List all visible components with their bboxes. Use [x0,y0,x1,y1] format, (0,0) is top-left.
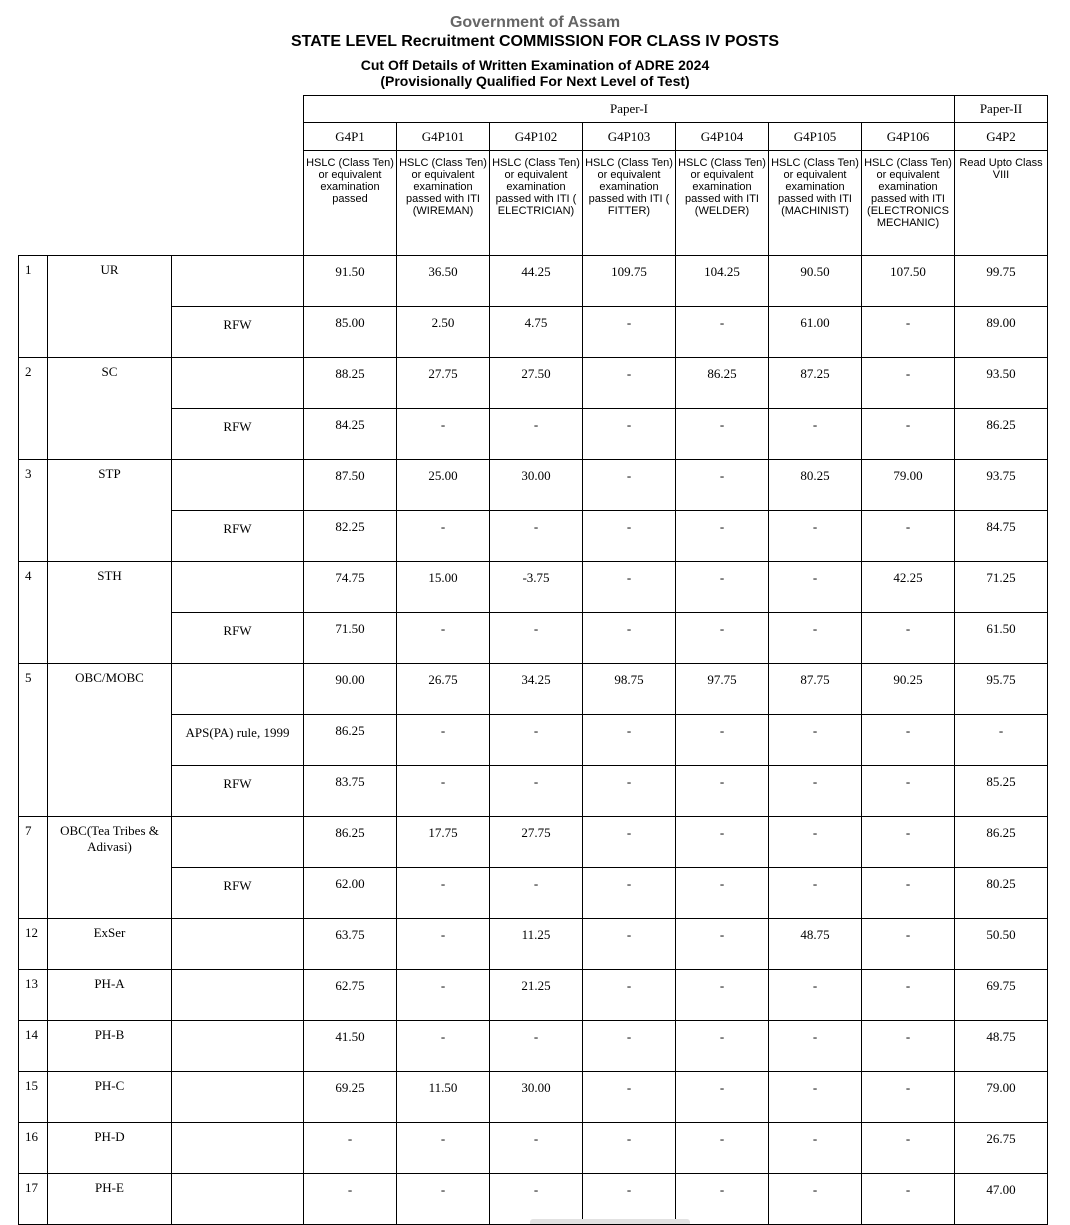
table-row [19,256,1048,307]
table-row [19,919,1048,970]
cutoff-value-cell: - [490,1123,583,1174]
table-row [19,766,1048,817]
category-cell: STP [48,460,172,562]
cutoff-value-cell: - [676,562,769,613]
cutoff-value-cell: 25.00 [397,460,490,511]
cutoff-value-cell: 86.25 [955,409,1048,460]
cutoff-value-cell: - [769,970,862,1021]
cutoff-value-cell: - [583,307,676,358]
cutoff-value-cell: - [304,1123,397,1174]
cutoff-value-cell: 21.25 [490,970,583,1021]
serial-number-cell: 16 [19,1123,48,1174]
cutoff-value-cell: 42.25 [862,562,955,613]
cutoff-value-cell: 48.75 [955,1021,1048,1072]
table-row [19,358,1048,409]
cutoff-value-cell: 48.75 [769,919,862,970]
cutoff-value-cell: - [490,1174,583,1225]
cutoff-value-cell: - [862,613,955,664]
table-row [19,1174,1048,1225]
cutoff-value-cell: 27.50 [490,358,583,409]
subcategory-cell [172,970,304,1021]
cutoff-value-cell: 85.25 [955,766,1048,817]
cutoff-value-cell: - [583,715,676,766]
subcategory-cell: RFW [172,409,304,460]
paper-1-header: Paper-I [304,96,955,123]
cutoff-value-cell: 74.75 [304,562,397,613]
cutoff-value-cell: -3.75 [490,562,583,613]
cutoff-value-cell: 87.75 [769,664,862,715]
serial-number-cell: 3 [19,460,48,562]
subcategory-cell [172,817,304,868]
cutoff-value-cell: 11.50 [397,1072,490,1123]
serial-number-cell: 17 [19,1174,48,1225]
cutoff-value-cell: - [862,307,955,358]
commission-title: STATE LEVEL Recruitment COMMISSION FOR CLASS IV POSTS [290,33,780,50]
subcategory-cell: RFW [172,766,304,817]
cutoff-value-cell: - [676,460,769,511]
cutoff-value-cell: 83.75 [304,766,397,817]
cutoff-value-cell: - [676,766,769,817]
cutoff-value-cell: - [862,1123,955,1174]
post-code-header: G4P2 [955,123,1048,151]
cutoff-value-cell: 87.25 [769,358,862,409]
cutoff-value-cell: - [583,766,676,817]
cutoff-value-cell: - [397,613,490,664]
cutoff-value-cell: - [862,1174,955,1225]
category-cell: PH-D [48,1123,172,1174]
category-cell: ExSer [48,919,172,970]
subcategory-cell [172,1021,304,1072]
blank-corner [19,151,304,256]
subcategory-cell [172,1123,304,1174]
serial-number-cell: 5 [19,664,48,817]
blank-corner [19,96,304,123]
table-row [19,409,1048,460]
cutoff-value-cell: - [676,1174,769,1225]
cutoff-value-cell: - [676,715,769,766]
cutoff-value-cell: - [676,307,769,358]
cutoff-value-cell: 47.00 [955,1174,1048,1225]
cutoff-value-cell: 104.25 [676,256,769,307]
cutoff-value-cell: 86.25 [304,715,397,766]
subcategory-cell [172,919,304,970]
cutoff-value-cell: - [397,1123,490,1174]
cutoff-value-cell: 71.50 [304,613,397,664]
subcategory-cell [172,460,304,511]
cutoff-value-cell: 79.00 [955,1072,1048,1123]
cutoff-value-cell: 80.25 [955,868,1048,919]
serial-number-cell: 12 [19,919,48,970]
subcategory-cell: RFW [172,613,304,664]
cutoff-value-cell: - [304,1174,397,1225]
cutoff-value-cell: - [769,1021,862,1072]
cutoff-value-cell: 97.75 [676,664,769,715]
cutoff-value-cell: 107.50 [862,256,955,307]
table-row [19,1021,1048,1072]
cutoff-value-cell: - [583,1174,676,1225]
cutoff-value-cell: - [862,868,955,919]
subcategory-cell: APS(PA) rule, 1999 [172,715,304,766]
cutoff-value-cell: - [676,919,769,970]
cutoff-value-cell: - [490,511,583,562]
cutoff-value-cell: - [676,511,769,562]
cutoff-value-cell: 93.75 [955,460,1048,511]
cutoff-value-cell: - [397,1174,490,1225]
cutoff-value-cell: - [490,715,583,766]
serial-number-cell: 2 [19,358,48,460]
cutoff-value-cell: - [862,511,955,562]
cutoff-value-cell: 27.75 [397,358,490,409]
table-row [19,715,1048,766]
cutoff-value-cell: 93.50 [955,358,1048,409]
qualification-header: HSLC (Class Ten) or equivalent examination passed with ITI ( ELECTRICIAN) [490,151,583,256]
cutoff-value-cell: 95.75 [955,664,1048,715]
cutoff-value-cell: - [583,970,676,1021]
cutoff-value-cell: 90.50 [769,256,862,307]
cutoff-value-cell: 80.25 [769,460,862,511]
subcategory-cell [172,1072,304,1123]
category-cell: OBC(Tea Tribes & Adivasi) [48,817,172,919]
cutoff-value-cell: - [583,1072,676,1123]
cutoff-value-cell: 63.75 [304,919,397,970]
table-row [19,460,1048,511]
cutoff-value-cell: - [676,1072,769,1123]
cutoff-value-cell: - [862,715,955,766]
category-cell: SC [48,358,172,460]
table-row [19,1123,1048,1174]
post-code-header: G4P1 [304,123,397,151]
cutoff-value-cell: - [676,1123,769,1174]
cutoff-value-cell: 11.25 [490,919,583,970]
cutoff-value-cell: - [583,817,676,868]
cutoff-value-cell: - [397,511,490,562]
cutoff-value-cell: 79.00 [862,460,955,511]
cutoff-value-cell: 85.00 [304,307,397,358]
cutoff-value-cell: 26.75 [397,664,490,715]
post-code-header: G4P101 [397,123,490,151]
cutoff-value-cell: - [862,766,955,817]
subcategory-cell [172,664,304,715]
cutoff-value-cell: - [397,1021,490,1072]
category-cell: UR [48,256,172,358]
subcategory-cell [172,256,304,307]
cutoff-value-cell: 30.00 [490,460,583,511]
cutoff-value-cell: - [862,1021,955,1072]
qualification-header: HSLC (Class Ten) or equivalent examination passed with ITI (ELECTRONICS MECHANIC) [862,151,955,256]
cutoff-value-cell: - [397,868,490,919]
document-subtitle: Cut Off Details of Written Examination of ADRE 2024 [360,57,710,73]
cutoff-value-cell: - [769,766,862,817]
table-row [19,562,1048,613]
serial-number-cell: 7 [19,817,48,919]
cutoff-value-cell: 69.25 [304,1072,397,1123]
cutoff-value-cell: - [862,409,955,460]
cutoff-value-cell: - [955,715,1048,766]
cutoff-value-cell: 88.25 [304,358,397,409]
cutoff-value-cell: 69.75 [955,970,1048,1021]
cutoff-value-cell: - [676,409,769,460]
cutoff-value-cell: - [583,919,676,970]
cutoff-value-cell: - [862,817,955,868]
cutoff-value-cell: 15.00 [397,562,490,613]
subcategory-cell [172,562,304,613]
cutoff-value-cell: 50.50 [955,919,1048,970]
cutoff-value-cell: 27.75 [490,817,583,868]
subcategory-cell: RFW [172,868,304,919]
cutoff-value-cell: - [583,562,676,613]
cutoff-value-cell: 86.25 [304,817,397,868]
cutoff-value-cell: 4.75 [490,307,583,358]
serial-number-cell: 1 [19,256,48,358]
serial-number-cell: 15 [19,1072,48,1123]
cutoff-value-cell: 34.25 [490,664,583,715]
table-row [19,1072,1048,1123]
government-heading: Government of Assam [449,14,621,31]
cutoff-value-cell: 89.00 [955,307,1048,358]
cutoff-value-cell: - [397,766,490,817]
post-code-header: G4P104 [676,123,769,151]
category-cell: STH [48,562,172,664]
cutoff-value-cell: - [862,1072,955,1123]
qualification-header: HSLC (Class Ten) or equivalent examination passed with ITI ( FITTER) [583,151,676,256]
cutoff-value-cell: - [769,511,862,562]
cutoff-value-cell: - [769,868,862,919]
subcategory-cell: RFW [172,307,304,358]
cutoff-value-cell: - [769,1174,862,1225]
cutoff-value-cell: 87.50 [304,460,397,511]
post-code-header: G4P102 [490,123,583,151]
subcategory-cell: RFW [172,511,304,562]
cutoff-value-cell: - [769,817,862,868]
qualification-header: HSLC (Class Ten) or equivalent examination passed [304,151,397,256]
cutoff-value-cell: 41.50 [304,1021,397,1072]
category-cell: OBC/MOBC [48,664,172,817]
cutoff-value-cell: - [583,1123,676,1174]
cutoff-value-cell: 30.00 [490,1072,583,1123]
cutoff-value-cell: - [490,409,583,460]
cutoff-value-cell: 62.75 [304,970,397,1021]
cutoff-value-cell: - [769,613,862,664]
table-row [19,613,1048,664]
serial-number-cell: 4 [19,562,48,664]
cutoff-value-cell: 26.75 [955,1123,1048,1174]
cutoff-value-cell: 2.50 [397,307,490,358]
cutoff-value-cell: 99.75 [955,256,1048,307]
post-code-header: G4P106 [862,123,955,151]
post-code-header: G4P103 [583,123,676,151]
cutoff-value-cell: - [676,868,769,919]
document-note: (Provisionally Qualified For Next Level of Test) [380,73,690,89]
cutoff-value-cell: - [676,817,769,868]
serial-number-cell: 13 [19,970,48,1021]
cutoff-value-cell: 84.25 [304,409,397,460]
cutoff-value-cell: - [862,358,955,409]
cutoff-value-cell: - [769,409,862,460]
cutoff-value-cell: - [862,919,955,970]
category-cell: PH-E [48,1174,172,1225]
qualification-header: HSLC (Class Ten) or equivalent examination passed with ITI (WIREMAN) [397,151,490,256]
cutoff-value-cell: - [583,613,676,664]
cutoff-value-cell: 61.00 [769,307,862,358]
cutoff-value-cell: - [490,1021,583,1072]
cutoff-value-cell: - [583,511,676,562]
cutoff-value-cell: 86.25 [955,817,1048,868]
cutoff-value-cell: - [769,715,862,766]
category-cell: PH-C [48,1072,172,1123]
cutoff-value-cell: - [583,460,676,511]
cutoff-value-cell: - [490,766,583,817]
cutoff-value-cell: - [769,1123,862,1174]
cutoff-value-cell: - [397,970,490,1021]
cutoff-table [18,95,1048,1225]
blank-corner [19,123,304,151]
qualification-header: HSLC (Class Ten) or equivalent examination passed with ITI (MACHINIST) [769,151,862,256]
cutoff-value-cell: 61.50 [955,613,1048,664]
cutoff-value-cell: - [676,1021,769,1072]
cutoff-value-cell: - [397,919,490,970]
table-row [19,817,1048,868]
cutoff-value-cell: 82.25 [304,511,397,562]
table-row [19,868,1048,919]
table-row [19,307,1048,358]
cutoff-value-cell: 90.00 [304,664,397,715]
cutoff-value-cell: - [397,715,490,766]
cutoff-value-cell: - [583,409,676,460]
cutoff-value-cell: 36.50 [397,256,490,307]
cutoff-value-cell: - [862,970,955,1021]
qualification-header: Read Upto Class VIII [955,151,1048,256]
cutoff-value-cell: - [583,1021,676,1072]
cutoff-value-cell: - [490,613,583,664]
cutoff-value-cell: 84.75 [955,511,1048,562]
category-cell: PH-A [48,970,172,1021]
cutoff-value-cell: - [490,868,583,919]
cutoff-value-cell: 86.25 [676,358,769,409]
cutoff-value-cell: 71.25 [955,562,1048,613]
subcategory-cell [172,1174,304,1225]
paper-2-header: Paper-II [955,96,1048,123]
serial-number-cell: 14 [19,1021,48,1072]
cutoff-value-cell: - [769,562,862,613]
category-cell: PH-B [48,1021,172,1072]
cutoff-value-cell: 17.75 [397,817,490,868]
cutoff-value-cell: 44.25 [490,256,583,307]
cutoff-value-cell: - [583,868,676,919]
cutoff-value-cell: - [397,409,490,460]
scroll-indicator [530,1219,690,1224]
cutoff-value-cell: 91.50 [304,256,397,307]
post-code-header: G4P105 [769,123,862,151]
qualification-header: HSLC (Class Ten) or equivalent examination passed with ITI (WELDER) [676,151,769,256]
table-row [19,970,1048,1021]
cutoff-value-cell: - [583,358,676,409]
table-row [19,511,1048,562]
cutoff-value-cell: - [676,970,769,1021]
cutoff-value-cell: 98.75 [583,664,676,715]
table-row [19,664,1048,715]
cutoff-value-cell: - [769,1072,862,1123]
cutoff-value-cell: - [676,613,769,664]
cutoff-value-cell: 62.00 [304,868,397,919]
subcategory-cell [172,358,304,409]
cutoff-value-cell: 90.25 [862,664,955,715]
cutoff-value-cell: 109.75 [583,256,676,307]
